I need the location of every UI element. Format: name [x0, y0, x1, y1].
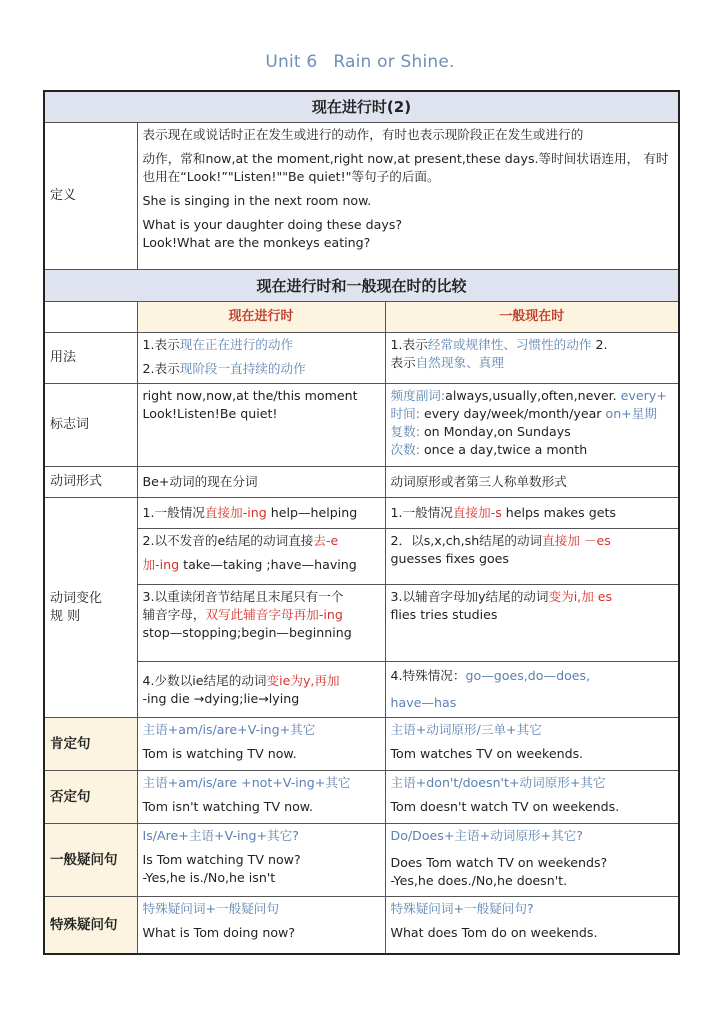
verb-form-simple: 动词原形或者第三人称单数形式	[385, 467, 679, 498]
usage-simple	[385, 333, 679, 384]
definition-example: What is your daughter doing these days?	[142, 217, 403, 232]
rule-highlight: 直接加-s	[452, 505, 502, 520]
example: -Yes,he does./No,he doesn't.	[390, 873, 568, 888]
section2-heading: 现在进行时和一般现在时的比较	[44, 270, 679, 302]
negative-simple	[385, 771, 679, 824]
rule-progressive-2	[137, 529, 385, 585]
general-question-label: 一般疑问句	[44, 824, 137, 897]
rules-label-line: 动词变化	[50, 590, 103, 606]
rules-row-4	[44, 662, 679, 718]
signal-words-progressive	[137, 384, 385, 467]
rule-text: flies tries studies	[390, 607, 498, 622]
special-question-row	[44, 897, 679, 955]
definition-content	[137, 123, 679, 270]
signal-highlight: 频度副词:	[390, 388, 446, 403]
usage-text: 1.表示	[142, 337, 180, 352]
column-header-simple: 一般现在时	[385, 302, 679, 333]
rule-simple-3	[385, 585, 679, 662]
formula: 特殊疑问词+一般疑问句?	[390, 901, 534, 916]
example: Tom is watching TV now.	[142, 746, 297, 761]
affirmative-simple	[385, 718, 679, 771]
formula: Do/Does+主语+动词原形+其它?	[390, 828, 583, 843]
rule-text: 3.以辅音字母加y结尾的动词	[390, 589, 549, 604]
example: Does Tom watch TV on weekends?	[390, 855, 608, 870]
rule-text: take—taking ;have—having	[179, 557, 357, 572]
rule-highlight: 去-e	[313, 533, 339, 548]
negative-progressive	[137, 771, 385, 824]
signal-highlight: 时间:	[390, 406, 420, 421]
signal-highlight: 复数:	[390, 424, 420, 439]
rule-text: stop—stopping;begin—beginning	[142, 625, 352, 640]
negative-label: 否定句	[44, 771, 137, 824]
rule-text: 辅音字母，	[142, 607, 206, 622]
example: What does Tom do on weekends.	[390, 925, 598, 940]
signal-words-row	[44, 384, 679, 467]
signal-text: every day/week/month/year	[419, 406, 602, 421]
usage-highlight: 经常或规律性、习惯性的动作	[427, 337, 592, 352]
rule-text: 3.以重读闭音节结尾且末尾只有一个	[142, 589, 344, 604]
example: Tom isn't watching TV now.	[142, 799, 313, 814]
signal-text: always,usually,often,never.	[445, 388, 617, 403]
usage-row	[44, 333, 679, 384]
definition-row	[44, 123, 679, 270]
formula: 主语+am/is/are +not+V-ing+其它	[142, 775, 351, 790]
usage-text: 2.	[591, 337, 608, 352]
signal-text: on Monday,on Sundays	[419, 424, 571, 439]
usage-progressive	[137, 333, 385, 384]
usage-text: 2.表示	[142, 361, 180, 376]
section1-header-row	[44, 91, 679, 123]
signal-highlight: on+星期	[601, 406, 657, 421]
verb-form-label: 动词形式	[44, 467, 137, 498]
formula: 主语+动词原形/三单+其它	[390, 722, 542, 737]
rule-text: 2．以s,x,ch,sh结尾的动词	[390, 533, 543, 548]
definition-line: 也用在“Look!”"Listen!""Be quiet!"等句子的后面。	[142, 169, 440, 184]
rule-text: 1.一般情况	[390, 505, 453, 520]
example: -Yes,he is./No,he isn't	[142, 870, 276, 885]
rules-row-1	[44, 498, 679, 529]
formula: 主语+don't/doesn't+动词原形+其它	[390, 775, 606, 790]
rule-highlight: 变ie为y,再加	[266, 672, 340, 688]
affirmative-progressive	[137, 718, 385, 771]
general-question-progressive	[137, 824, 385, 897]
rule-text: help—helping	[266, 505, 358, 520]
example: Tom watches TV on weekends.	[390, 746, 584, 761]
usage-highlight: 现在正在进行的动作	[179, 337, 294, 352]
usage-text: 1.表示	[390, 337, 428, 352]
section1-heading: 现在进行时(2)	[44, 91, 679, 123]
rules-row-2	[44, 529, 679, 585]
rule-text: helps makes gets	[501, 505, 616, 520]
negative-row	[44, 771, 679, 824]
signal-highlight: every+	[616, 388, 667, 403]
affirmative-row	[44, 718, 679, 771]
affirmative-label: 肯定句	[44, 718, 137, 771]
rule-highlight: 加-ing	[142, 557, 180, 572]
section2-header-row	[44, 270, 679, 302]
definition-line: 动作，常和now,at the moment,right now,at present,these days.等时间状语连用， 有时	[142, 151, 669, 166]
rule-text: 4.少数以ie结尾的动词	[142, 672, 267, 688]
special-question-progressive	[137, 897, 385, 955]
rule-text: 2.以不发音的e结尾的动词直接	[142, 533, 314, 548]
rule-progressive-1	[137, 498, 385, 529]
special-question-simple	[385, 897, 679, 955]
verb-form-row	[44, 467, 679, 498]
unit-number: Unit 6	[265, 52, 318, 72]
usage-label: 用法	[44, 333, 137, 384]
general-question-row	[44, 824, 679, 897]
page-title	[0, 52, 720, 72]
rule-progressive-3	[137, 585, 385, 662]
signal-words-simple	[385, 384, 679, 467]
example: Tom doesn't watch TV on weekends.	[390, 799, 620, 814]
rule-simple-4	[385, 662, 679, 718]
column-header-row	[44, 302, 679, 333]
definition-line: 表示现在或说话时正在发生或进行的动作，有时也表示现阶段正在发生或进行的	[142, 127, 584, 142]
rule-text: 1.一般情况	[142, 505, 205, 520]
example: What is Tom doing now?	[142, 925, 296, 940]
rules-label	[44, 498, 137, 718]
definition-example: Look!What are the monkeys eating?	[142, 235, 371, 250]
rule-text: -ing die →dying;lie→lying	[142, 690, 300, 706]
rule-highlight: go—goes,do—does,	[465, 668, 591, 683]
rule-simple-1	[385, 498, 679, 529]
column-header-empty	[44, 302, 137, 333]
column-header-progressive: 现在进行时	[137, 302, 385, 333]
definition-example: She is singing in the next room now.	[142, 193, 372, 208]
signal-words-label: 标志词	[44, 384, 137, 467]
signal-highlight: 次数:	[390, 442, 420, 457]
rule-text: guesses fixes goes	[390, 551, 509, 566]
usage-highlight: 现阶段一直持续的动作	[179, 361, 306, 376]
signal-text: once a day,twice a month	[419, 442, 588, 457]
rules-row-3	[44, 585, 679, 662]
formula: 特殊疑问词+一般疑问句	[142, 901, 279, 916]
special-question-label: 特殊疑问句	[44, 897, 137, 955]
rule-highlight: 变为i,加 es	[548, 589, 613, 604]
rule-simple-2	[385, 529, 679, 585]
rule-highlight: have—has	[390, 695, 457, 710]
usage-text: 表示	[390, 355, 416, 370]
unit-name: Rain or Shine.	[333, 52, 455, 72]
definition-label: 定义	[44, 123, 137, 270]
rule-highlight: 直接加-ing	[204, 505, 267, 520]
rule-text: 4.特殊情况：	[390, 668, 466, 683]
rule-progressive-4	[137, 662, 385, 718]
formula: Is/Are+主语+V-ing+其它?	[142, 828, 299, 843]
usage-highlight: 自然现象、真理	[415, 355, 504, 370]
signal-text: right now,now,at the/this moment	[142, 388, 358, 403]
grammar-table	[43, 90, 680, 955]
formula: 主语+am/is/are+V-ing+其它	[142, 722, 316, 737]
signal-text: Look!Listen!Be quiet!	[142, 406, 278, 421]
rule-highlight: 双写此辅音字母再加-ing	[205, 607, 343, 622]
example: Is Tom watching TV now?	[142, 852, 301, 867]
rule-highlight: 直接加 －es	[542, 533, 611, 548]
general-question-simple	[385, 824, 679, 897]
rules-label-line: 规 则	[50, 608, 81, 624]
verb-form-progressive: Be+动词的现在分词	[137, 467, 385, 498]
